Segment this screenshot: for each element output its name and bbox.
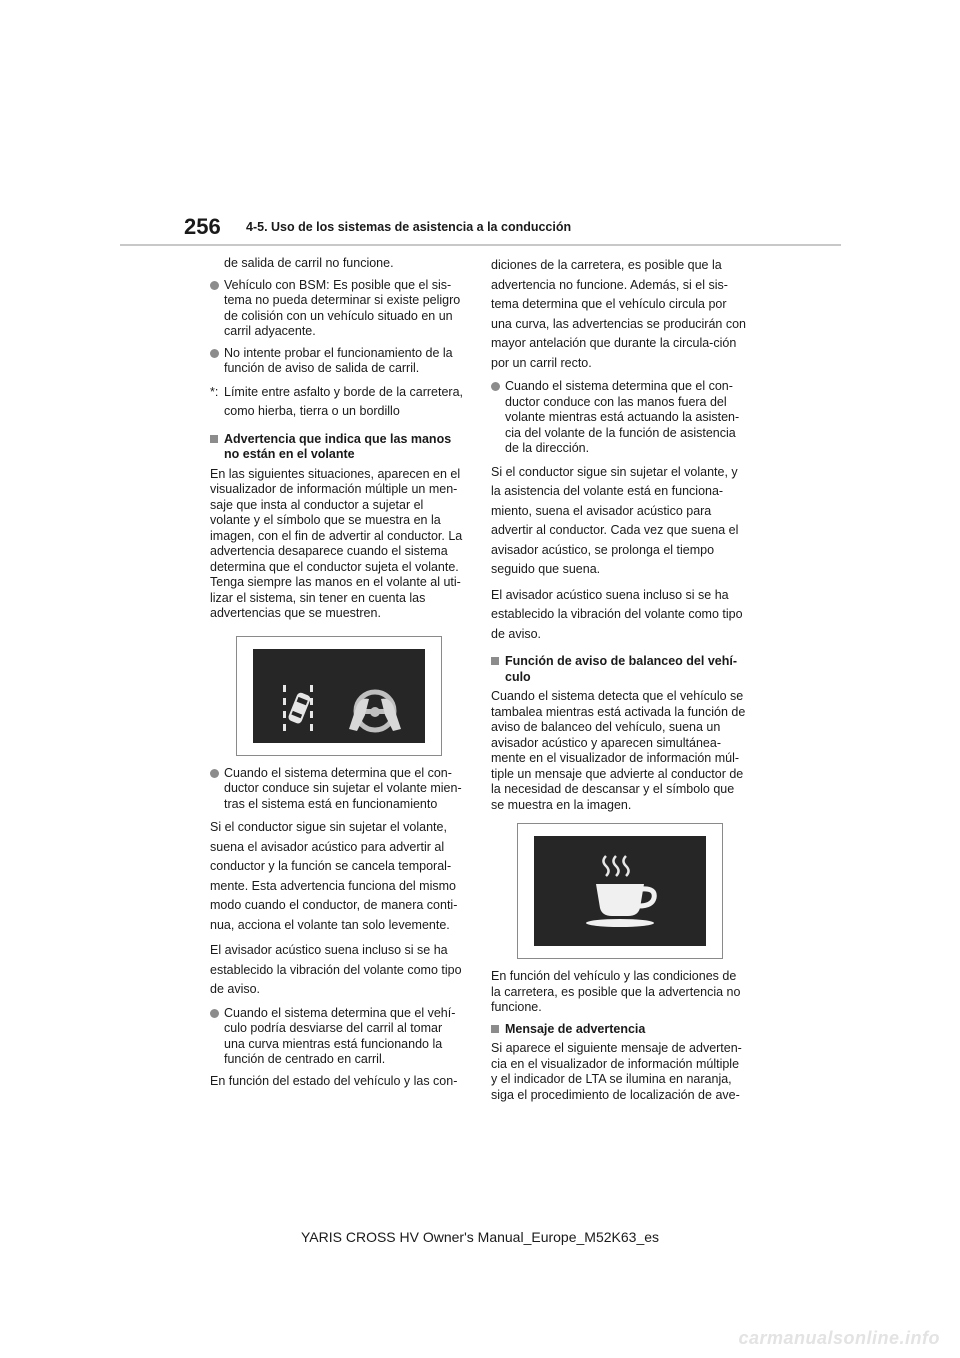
footnote-line-1: Límite entre asfalto y borde de la carretera, — [224, 384, 464, 399]
footnote-line-2: como hierba, tierra o un bordillo — [224, 404, 400, 418]
heading-square-icon — [491, 1025, 499, 1033]
bullet-bsm — [210, 278, 466, 340]
bullet-curve — [210, 1006, 466, 1068]
heading-text: Advertencia que indica que las manos no están en el volante — [224, 431, 452, 461]
heading-text: Mensaje de advertencia — [505, 1021, 646, 1036]
heading-text: Función de aviso de balanceo del vehí-culo — [505, 654, 738, 684]
paragraph-buzzer-right: El avisador acústico suena incluso si se ha establecido la vibración del volante como tipo de aviso. — [491, 587, 743, 641]
watermark: carmanualsonline.info — [738, 1328, 940, 1348]
figure-hands-warning — [236, 636, 442, 756]
coffee-cup-icon — [586, 856, 654, 927]
bullet-test — [210, 346, 466, 377]
paragraph-sway: Cuando el sistema detecta que el vehículo se tambalea mientras está activada la función de aviso de balanceo del vehículo, suena un avisador acústico y aparecen simultánea-mente en el visualizador de información múl-tiple un mensaje que advierte al conductor de la necesidad de descansar y el símbolo que se muestra en la imagen. — [491, 689, 746, 812]
display-screen — [253, 649, 425, 743]
header-rule — [120, 244, 841, 246]
bullet-no-hold — [210, 766, 466, 813]
paragraph-depending: En función del estado del vehículo y las con- — [210, 1073, 458, 1088]
heading-warning-message — [491, 1022, 747, 1038]
bullet-dot-icon — [210, 349, 219, 358]
bullet-hands-off — [491, 379, 747, 457]
bullet-text: Vehículo con BSM: Es posible que el sis-tema no pueda determinar si existe peligro de colisión con un vehículo situado en un carril adyacente. — [224, 277, 461, 338]
bullet-text: Cuando el sistema determina que el con-ductor conduce sin sujetar el volante mien-tras el sistema está en funcionamiento — [224, 765, 462, 811]
bullet-text: No intente probar el funcionamiento de la función de aviso de salida de carril. — [224, 345, 453, 375]
paragraph-no-hold: Si el conductor sigue sin sujetar el volante, suena el avisador acústico para advertir al conductor y la función se cancela temporal-mente. Esta advertencia funciona del mismo modo cuando el conductor, de manera conti-nua, acciona el volante tan solo levemente. — [210, 820, 458, 932]
figure-sway-warning — [517, 823, 723, 959]
heading-square-icon — [491, 657, 499, 665]
paragraph-after-figure: En función del vehículo y las condiciones de la carretera, es posible que la advertencia no funcione. — [491, 969, 741, 1014]
section-title: 4-5. Uso de los sistemas de asistencia a la conducción — [246, 220, 572, 234]
continued-text: de salida de carril no funcione. — [224, 256, 394, 270]
footer-manual-name: YARIS CROSS HV Owner's Manual_Europe_M52K63_es — [300, 1229, 660, 1245]
bullet-dot-icon — [210, 1009, 219, 1018]
paragraph-buzzer: El avisador acústico suena incluso si se ha establecido la vibración del volante como tipo de aviso. — [210, 943, 462, 996]
paragraph-continued: diciones de la carretera, es posible que la advertencia no funcione. Además, si el sis-tema determina que el vehículo circula por una curva, las advertencias se producirán con mayor antelación que durante la circula-ción por un carril recto. — [491, 258, 747, 370]
bullet-text: Cuando el sistema determina que el vehí-culo podría desviarse del carril al tomar una curva mientras está funcionando la función de centrado en carril. — [224, 1005, 456, 1066]
hands-on-steering-wheel-icon — [349, 692, 401, 731]
paragraph-message: Si aparece el siguiente mensaje de adverten-cia en el visualizador de información múltiple y el indicador de LTA se ilumina en naranja, siga el procedimiento de localización de ave- — [491, 1041, 742, 1102]
lane-departure-icon — [283, 685, 313, 731]
display-screen — [534, 836, 706, 946]
paragraph-hands-off: Si el conductor sigue sin sujetar el volante, y la asistencia del volante está en funciona-miento, suena el avisador acústico para advertir al conductor. Cada vez que suena el avisador acústico, se prolonga el tiempo seguido que suena. — [491, 464, 739, 576]
bullet-dot-icon — [210, 769, 219, 778]
heading-hands-warning — [210, 432, 466, 463]
bullet-text: Cuando el sistema determina que el con-ductor conduce con las manos fuera del volante mientras está actuando la asisten-cia del volante de la función de asistencia de la dirección. — [505, 379, 740, 455]
page-number: 256 — [184, 214, 221, 239]
left-column — [210, 256, 466, 1095]
bullet-dot-icon — [491, 382, 500, 391]
paragraph-hands: En las siguientes situaciones, aparecen en el visualizador de información múltiple un men-saje que insta al conductor a sujetar el volante y el símbolo que se muestra en la imagen, con el fin de advertir al conductor. La advertencia desaparece cuando el sistema determina que el conductor sujeta el volante. Tenga siempre las manos en el volante al uti-lizar el sistema, sin tener en cuenta las advertencias que se muestren. — [210, 466, 463, 620]
footnote-mark: *: — [210, 384, 219, 399]
heading-sway-warning — [491, 654, 747, 685]
right-column — [491, 256, 747, 1109]
heading-square-icon — [210, 435, 218, 443]
bullet-dot-icon — [210, 281, 219, 290]
footnote — [210, 383, 466, 422]
